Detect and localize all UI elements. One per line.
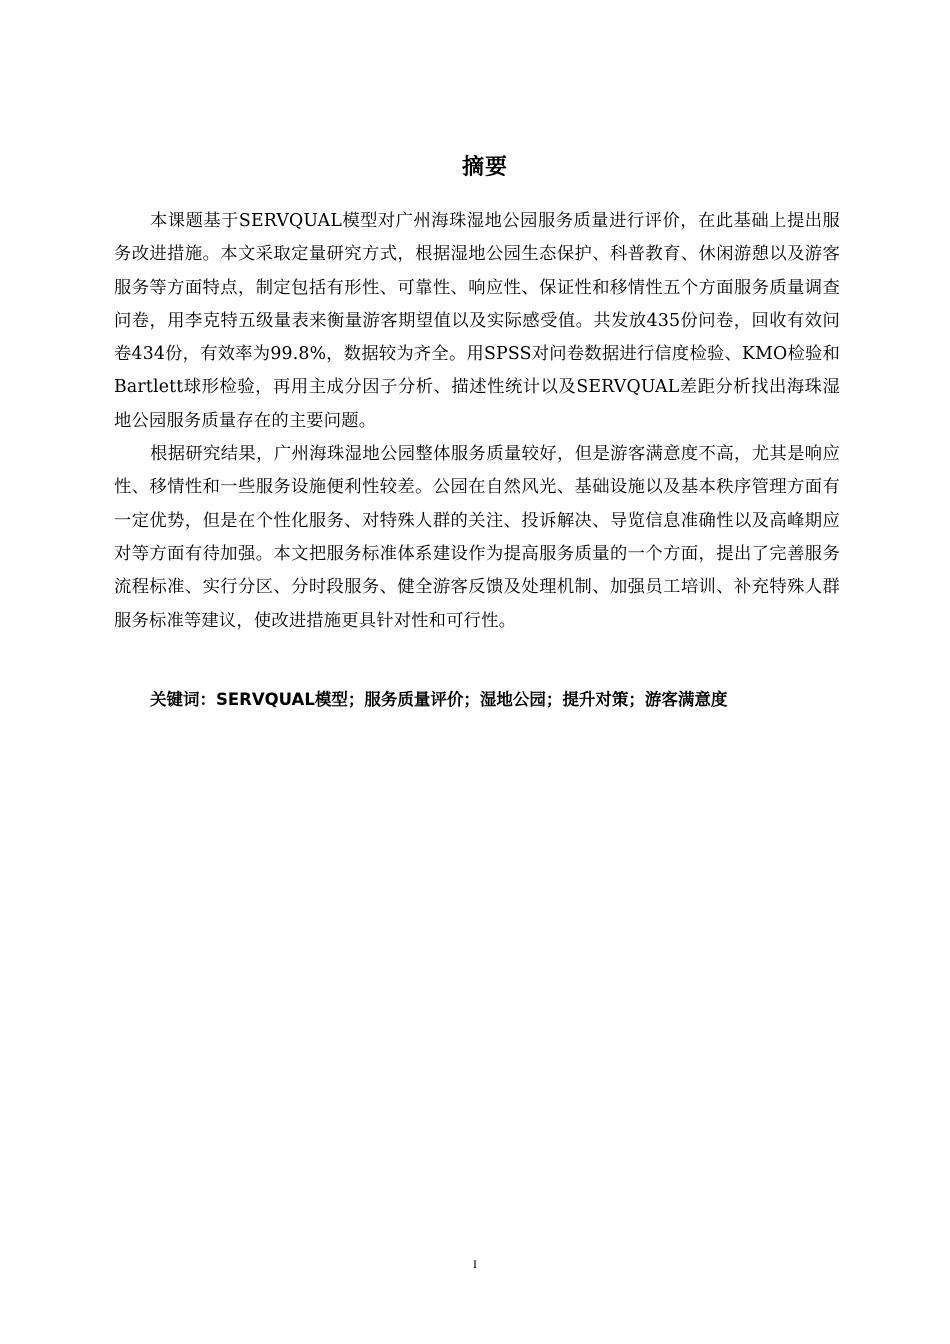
abstract-paragraph-1: 本课题基于SERVQUAL模型对广州海珠湿地公园服务质量进行评价，在此基础上提出服务改进措施。本文采取定量研究方式，根据湿地公园生态保护、科普教育、休闲游憩以及游客服务等方面特点，制定包括有形性、可靠性、响应性、保证性和移情性五个方面服务质量调查问卷，用李克特五级量表来衡量游客期望值以及实际感受值。共发放435份问卷，回收有效问卷434份，有效率为99.8%，数据较为齐全。用SPSS对问卷数据进行信度检验、KMO检验和Bartlett球形检验，再用主成分因子分析、描述性统计以及SERVQUAL差距分析找出海珠湿地公园服务质量存在的主要问题。 xyxy=(114,211,840,431)
page-number: I xyxy=(473,1257,477,1271)
abstract-title: 摘要 xyxy=(461,155,508,180)
abstract-body xyxy=(114,205,840,638)
keywords-line: 关键词：SERVQUAL模型；服务质量评价；湿地公园；提升对策；游客满意度 xyxy=(150,690,728,709)
abstract-paragraph-2: 根据研究结果，广州海珠湿地公园整体服务质量较好，但是游客满意度不高，尤其是响应性、移情性和一些服务设施便利性较差。公园在自然风光、基础设施以及基本秩序管理方面有一定优势，但是在个性化服务、对特殊人群的关注、投诉解决、导览信息准确性以及高峰期应对等方面有待加强。本文把服务标准体系建设作为提高服务质量的一个方面，提出了完善服务流程标准、实行分区、分时段服务、健全游客反馈及处理机制、加强员工培训、补充特殊人群服务标准等建议，使改进措施更具针对性和可行性。 xyxy=(114,444,840,631)
